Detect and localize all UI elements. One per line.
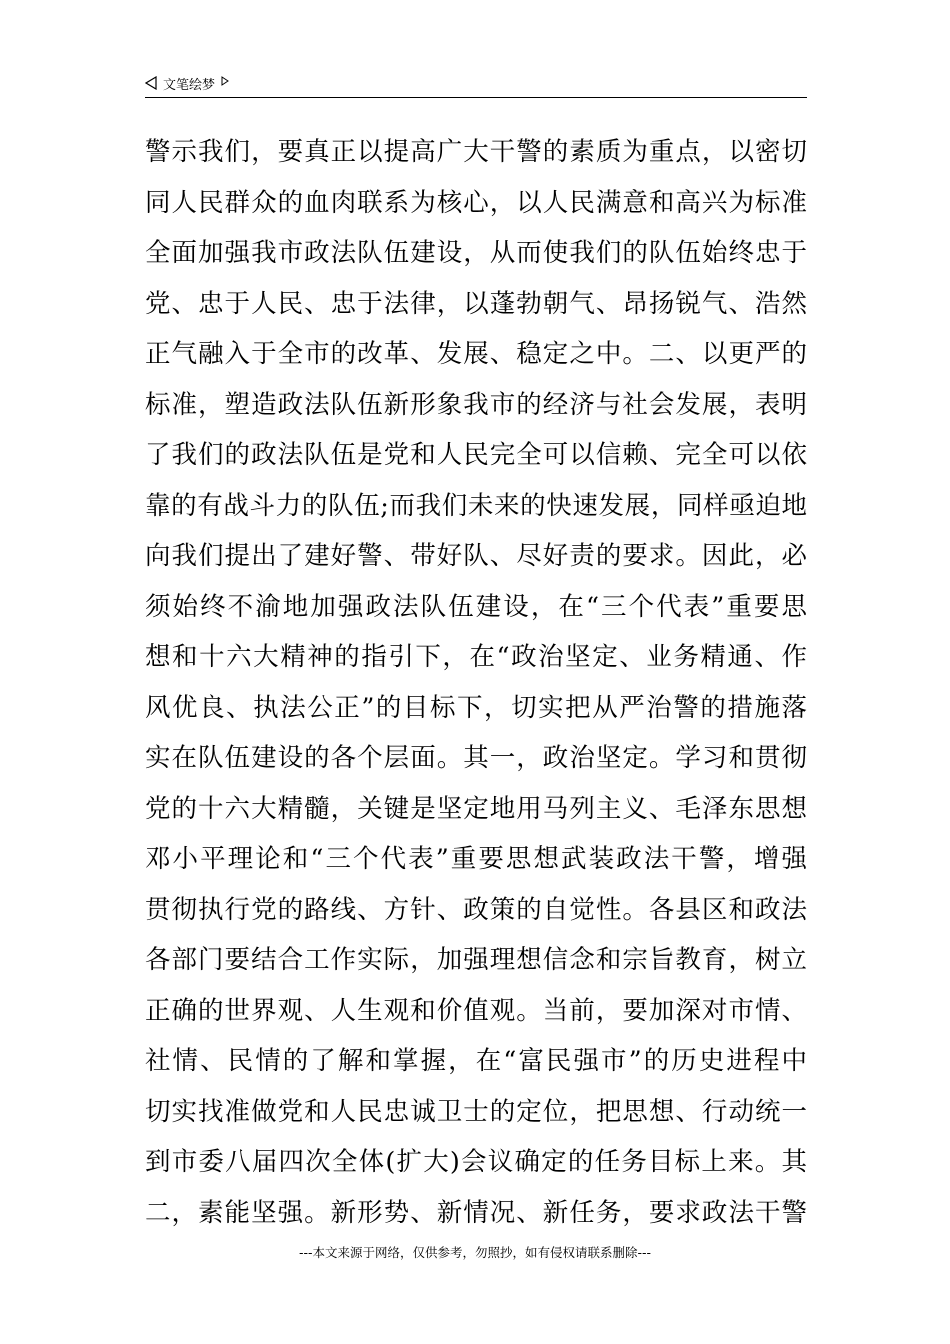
body-line: 想和十六大精神的指引下，在“政治坚定、业务精通、作 <box>145 642 807 672</box>
body-line: 贯彻执行党的路线、方针、政策的自觉性。各县区和政法 <box>145 894 807 925</box>
document-body <box>145 127 807 1238</box>
body-line: 正确的世界观、人生观和价值观。当前，要加深对市情、 <box>145 995 807 1026</box>
body-line: 向我们提出了建好警、带好队、尽好责的要求。因此，必 <box>145 541 807 571</box>
body-line: 各部门要结合工作实际，加强理想信念和宗旨教育，树立 <box>145 945 807 975</box>
body-line: 社情、民情的了解和掌握，在“富民强市”的历史进程中 <box>145 1046 807 1076</box>
body-line: 党的十六大精髓，关键是坚定地用马列主义、毛泽东思想 <box>145 793 807 824</box>
body-line: 了我们的政法队伍是党和人民完全可以信赖、完全可以依 <box>145 440 807 470</box>
body-line: 正气融入于全市的改革、发展、稳定之中。二、以更严的 <box>145 339 807 369</box>
body-line: 须始终不渝地加强政法队伍建设，在“三个代表”重要思 <box>145 591 807 622</box>
body-line: 警示我们，要真正以提高广大干警的素质为重点，以密切 <box>145 137 807 167</box>
body-line: 邓小平理论和“三个代表”重要思想武装政法干警，增强 <box>145 844 807 874</box>
body-line: 到市委八届四次全体(扩大)会议确定的任务目标上来。其 <box>145 1147 807 1177</box>
body-line: 二，素能坚强。新形势、新情况、新任务，要求政法干警 <box>145 1197 807 1228</box>
page-header <box>145 72 807 98</box>
body-line: 实在队伍建设的各个层面。其一，政治坚定。学习和贯彻 <box>145 743 807 773</box>
triangle-left-icon <box>145 76 157 90</box>
body-line: 切实找准做党和人民忠诚卫士的定位，把思想、行动统一 <box>145 1096 807 1127</box>
header-row <box>145 72 807 94</box>
triangle-right-icon <box>221 75 229 85</box>
page-footer: ---本文来源于网络，仅供参考，勿照抄，如有侵权请联系删除--- <box>298 1245 652 1260</box>
header-title: 文笔绘梦 <box>163 77 216 93</box>
body-line: 风优良、执法公正”的目标下，切实把从严治警的措施落 <box>145 692 807 723</box>
body-line: 全面加强我市政法队伍建设，从而使我们的队伍始终忠于 <box>145 238 807 268</box>
body-line: 标准，塑造政法队伍新形象我市的经济与社会发展，表明 <box>145 389 807 420</box>
body-line: 党、忠于人民、忠于法律，以蓬勃朝气、昂扬锐气、浩然 <box>145 288 807 319</box>
body-line: 同人民群众的血肉联系为核心，以人民满意和高兴为标准 <box>145 187 807 218</box>
body-line: 靠的有战斗力的队伍;而我们未来的快速发展，同样亟迫地 <box>145 490 807 521</box>
